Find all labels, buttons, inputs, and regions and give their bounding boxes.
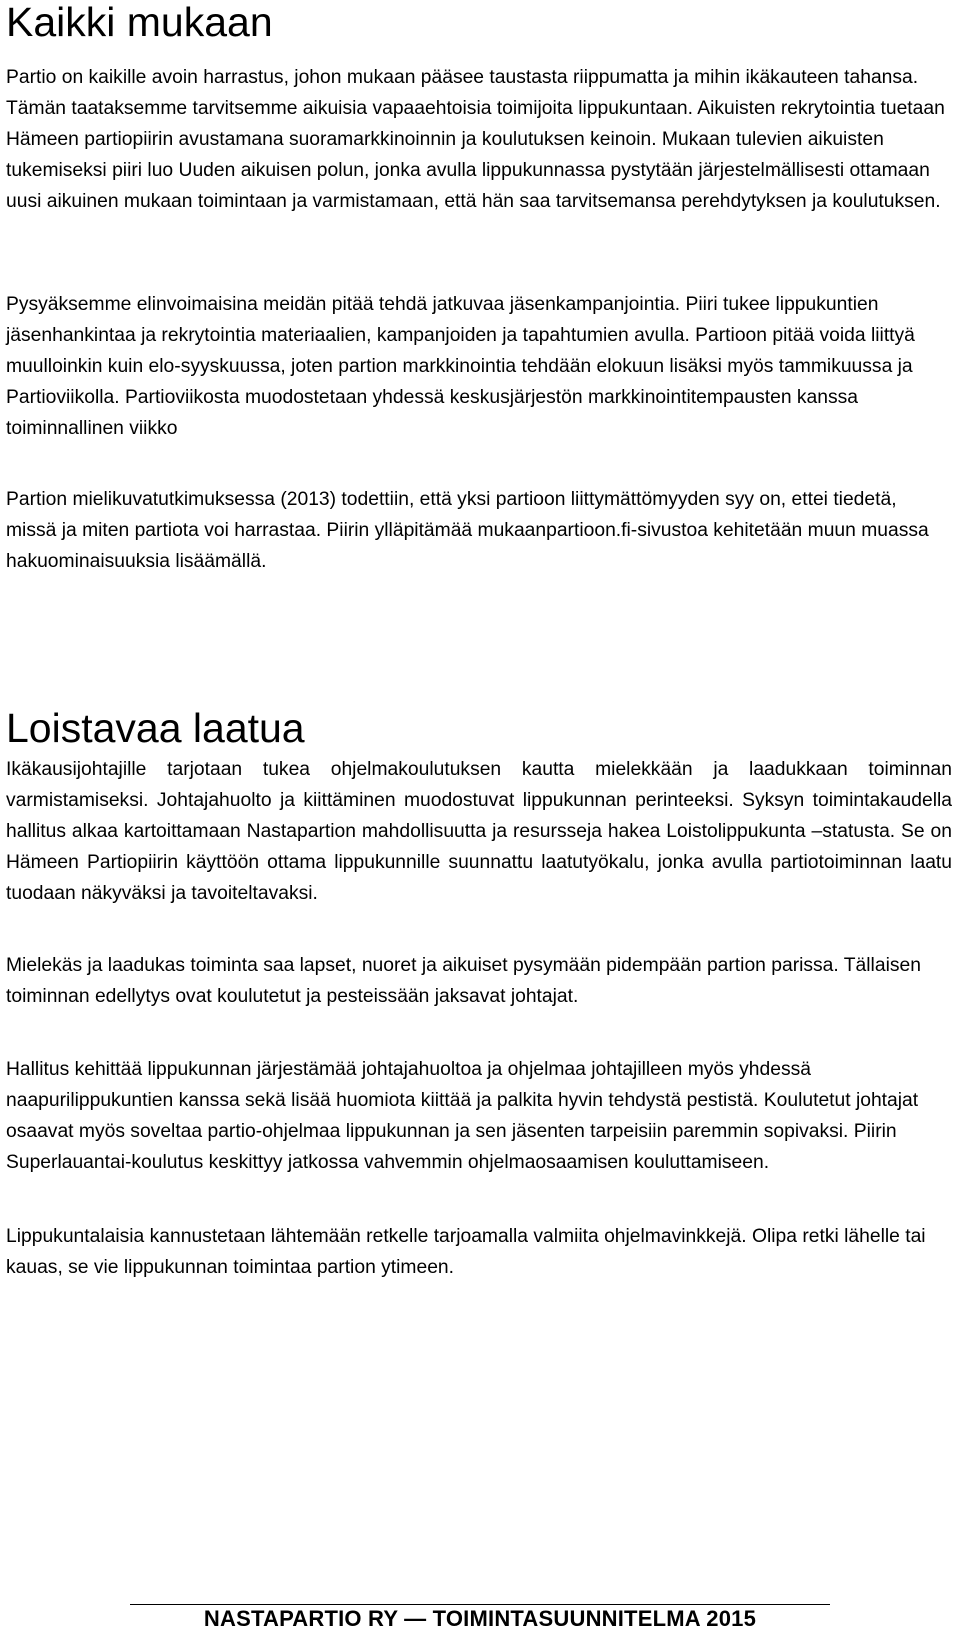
section-heading-kaikki-mukaan: Kaikki mukaan [6,0,273,45]
paragraph-text: Mielekäs ja laadukas toiminta saa lapset, nuoret ja aikuiset pysymään pidempään partion parissa. Tällaisen toiminnan edellytys ovat koulutetut ja pesteissään jaksavat johtajat. [6,955,921,1007]
paragraph [6,1054,952,1178]
paragraph-text: Partion mielikuvatutkimuksessa (2013) todettiin, että yksi partioon liittymättömyyden syy on, ettei tiedetä, missä ja miten partiota voi harrastaa. Piirin ylläpitämää mukaanpartioon.fi-sivustoa kehitetään muun muassa hakuominaisuuksia lisäämällä. [6,489,929,572]
paragraph [6,62,952,217]
paragraph [6,754,952,909]
paragraph-text: Pysyäksemme elinvoimaisina meidän pitää tehdä jatkuvaa jäsenkampanjointia. Piiri tukee lippukuntien jäsenhankintaa ja rekrytointia materiaalien, kampanjoiden ja tapahtumien avulla. Partioon pitää voida liittyä muulloinkin kuin elo-syyskuussa, joten partion markkinointia tehdään elokuun lisäksi myös tammikuussa ja Partioviikolla. Partioviikosta muodostetaan yhdessä keskusjärjestön markkinointitempausten kanssa toiminnallinen viikko [6,294,915,439]
paragraph-text: Partio on kaikille avoin harrastus, johon mukaan pääsee taustasta riippumatta ja mihin ikäkauteen tahansa. Tämän taataksemme tarvitsemme aikuisia vapaaehtoisia toimijoita lippukuntaan. Aikuisten rekrytointia tuetaan Hämeen partiopiirin avustamana suoramarkkinoinnin ja koulutuksen keinoin. Mukaan tulevien aikuisten tukemiseksi piiri luo Uuden aikuisen polun, jonka avulla lippukunnassa pystytään järjestelmällisesti ottamaan uusi aikuinen mukaan toimintaan ja varmistamaan, että hän saa tarvitsemansa perehdytyksen ja koulutuksen. [6,67,945,212]
paragraph-text: Ikäkausijohtajille tarjotaan tukea ohjelmakoulutuksen kautta mielekkään ja laadukkaan toiminnan varmistamiseksi. Johtajahuolto ja kiittäminen muodostuvat lippukunnan perinteeksi. Syksyn toimintakaudella hallitus alkaa kartoittamaan Nastapartion mahdollisuutta ja resursseja hakea Loistolippukunta –statusta. Se on Hämeen Partiopiirin käyttöön ottama lippukunnille suunnattu laatutyökalu, jonka avulla partiotoiminnan laatu tuodaan näkyväksi ja tavoiteltavaksi. [6,759,952,904]
paragraph [6,950,952,1012]
paragraph-text: Lippukuntalaisia kannustetaan lähtemään retkelle tarjoamalla valmiita ohjelmavinkkejä. Olipa retki lähelle tai kauas, se vie lippukunnan toimintaa partion ytimeen. [6,1226,926,1278]
section-heading-loistavaa-laatua: Loistavaa laatua [6,705,305,751]
paragraph [6,289,952,444]
paragraph [6,484,952,577]
footer-divider [130,1604,830,1605]
paragraph-text: Hallitus kehittää lippukunnan järjestämää johtajahuoltoa ja ohjelmaa johtajilleen myös yhdessä naapurilippukuntien kanssa sekä lisää huomiota kiittää ja palkita hyvin tehdystä pestistä. Koulutetut johtajat osaavat myös soveltaa partio-ohjelmaa lippukunnan ja sen jäsenten tarpeisiin paremmin sopivaksi. Piirin Superlauantai-koulutus keskittyy jatkossa vahvemmin ohjelmaosaamisen kouluttamiseen. [6,1059,919,1173]
page-footer: NASTAPARTIO RY — TOIMINTASUUNNITELMA 2015 [203,1606,757,1631]
paragraph [6,1221,952,1283]
